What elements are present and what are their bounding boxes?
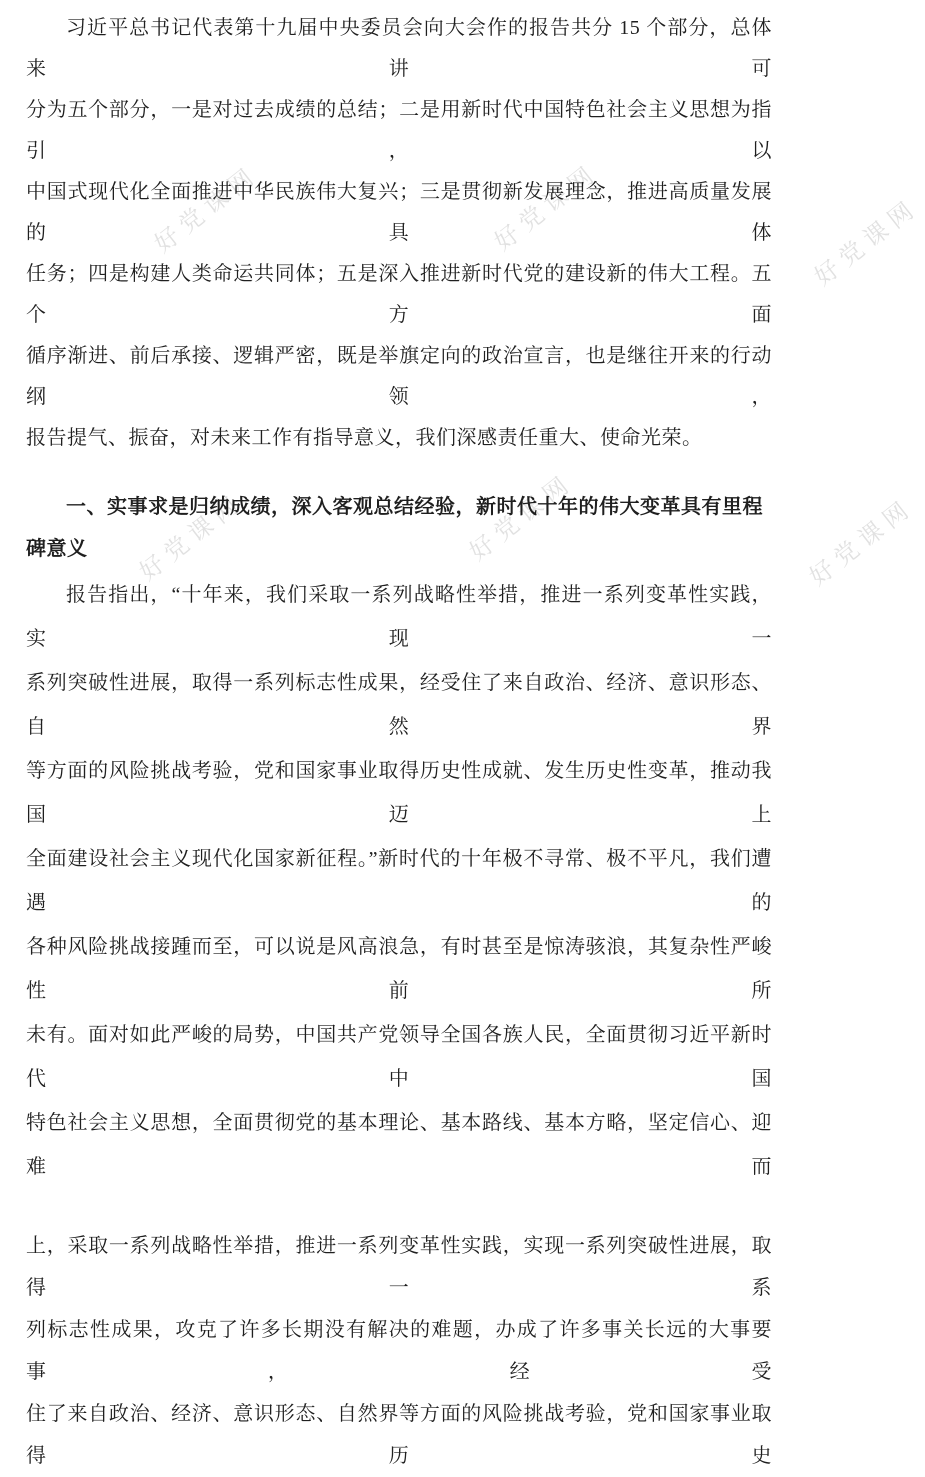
text-line: 任务；四是构建人类命运共同体；五是深入推进新时代党的建设新的伟大工程。五个方面 [26, 263, 772, 326]
text-line: 各种风险挑战接踵而至，可以说是风高浪急，有时甚至是惊涛骇浪，其复杂性严峻性前所 [26, 936, 772, 1002]
text-line: 未有。面对如此严峻的局势，中国共产党领导全国各族人民，全面贯彻习近平新时代中国 [26, 1024, 772, 1090]
text-line: 循序渐进、前后承接、逻辑严密，既是举旗定向的政治宣言，也是继往开来的行动纲领， [26, 345, 772, 408]
watermark-text: 好党课网 [464, 468, 580, 567]
watermark-text: 好党课网 [804, 493, 920, 592]
text-line: 全面建设社会主义现代化国家新征程。”新时代的十年极不寻常、极不平凡，我们遭遇的 [26, 848, 772, 914]
heading-text: 一、实事求是归纳成绩，深入客观总结经验，新时代十年的伟大变革具有里程碑意义 [26, 496, 763, 560]
text-line: 特色社会主义思想，全面贯彻党的基本理论、基本路线、基本方略，坚定信心、迎难而 [26, 1112, 772, 1178]
watermark-text: 好党课网 [489, 158, 605, 257]
paragraph-report-quote [26, 573, 772, 1189]
watermark-text: 好党课网 [809, 193, 925, 292]
text-line: 上，采取一系列战略性举措，推进一系列变革性实践，实现一系列突破性进展，取得一系 [26, 1235, 772, 1299]
text-line: 分为五个部分，一是对过去成绩的总结；二是用新时代中国特色社会主义思想为指引，以 [26, 99, 772, 162]
watermark-text: 好党课网 [149, 160, 265, 259]
section-heading [26, 486, 772, 570]
text-line: 中国式现代化全面推进中华民族伟大复兴；三是贯彻新发展理念，推进高质量发展的具体 [26, 181, 772, 244]
paragraph-intro [26, 8, 772, 459]
text-line: 报告提气、振奋，对未来工作有指导意义，我们深感责任重大、使命光荣。 [26, 427, 703, 449]
text-line: 报告指出，“十年来，我们采取一系列战略性举措，推进一系列变革性实践，实现一 [26, 584, 772, 650]
text-line: 住了来自政治、经济、意识形态、自然界等方面的风险挑战考验，党和国家事业取得历史 [26, 1403, 772, 1467]
text-line: 列标志性成果，攻克了许多长期没有解决的难题，办成了许多事关长远的大事要事，经受 [26, 1319, 772, 1383]
watermark-text: 好党课网 [134, 488, 250, 587]
text-line: 等方面的风险挑战考验，党和国家事业取得历史性成就、发生历史性变革，推动我国迈上 [26, 760, 772, 826]
paragraph-continuation [26, 1225, 772, 1477]
text-line: 习近平总书记代表第十九届中央委员会向大会作的报告共分 15 个部分，总体来讲可 [26, 17, 772, 80]
text-line: 系列突破性进展，取得一系列标志性成果，经受住了来自政治、经济、意识形态、自然界 [26, 672, 772, 738]
